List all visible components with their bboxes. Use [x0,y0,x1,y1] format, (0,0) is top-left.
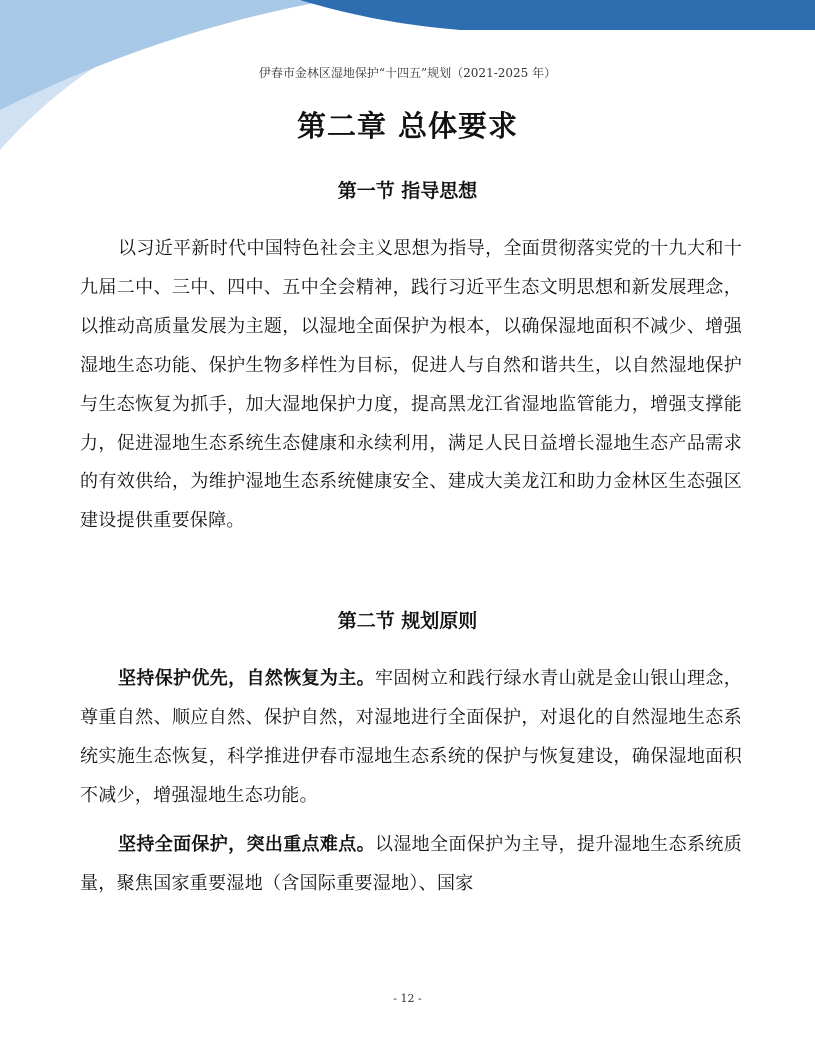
principle-paragraph [80,660,742,816]
principle-text: 以湿地全面保护为主导，提升湿地生态系统质量，聚焦国家重要湿地（含国际重要湿地）、国家 [80,834,743,894]
principle-text: 牢固树立和践行绿水青山就是金山银山理念，尊重自然、顺应自然、保护自然，对湿地进行全面保护，对退化的自然湿地生态系统实施生态恢复，科学推进伊春市湿地生态系统的保护与恢复建设，确保湿地面积不减少，增强湿地生态功能。 [80,668,743,806]
principle-paragraph [80,826,742,904]
header-dark-band [300,0,815,30]
principle-lead: 坚持全面保护，突出重点难点。 [118,834,375,855]
section-title-planning-principles: 第二节 规划原则 [337,610,478,632]
running-header: 伊春市金林区湿地保护“十四五”规划（2021-2025 年） [258,66,557,80]
guiding-ideology-paragraph: 以习近平新时代中国特色社会主义思想为指导，全面贯彻落实党的十九大和十九届二中、三中、四中、五中全会精神，践行习近平生态文明思想和新发展理念，以推动高质量发展为主题，以湿地全面保护为根本，以确保湿地面积不减少、增强湿地生态功能、保护生物多样性为目标，促进人与自然和谐共生，以自然湿地保护与生态恢复为抓手，加大湿地保护力度，提高黑龙江省湿地监管能力，增强支撑能力，促进湿地生态系统生态健康和永续利用，满足人民日益增长湿地生态产品需求的有效供给，为维护湿地生态系统健康安全、建成大美龙江和助力金林区生态强区建设提供重要保障。 [80,238,742,532]
page-number: - 12 - [393,992,422,1005]
chapter-title: 第二章 总体要求 [296,109,519,143]
section-title-guiding-ideology: 第一节 指导思想 [337,180,478,202]
principle-lead: 坚持保护优先，自然恢复为主。 [118,668,375,689]
